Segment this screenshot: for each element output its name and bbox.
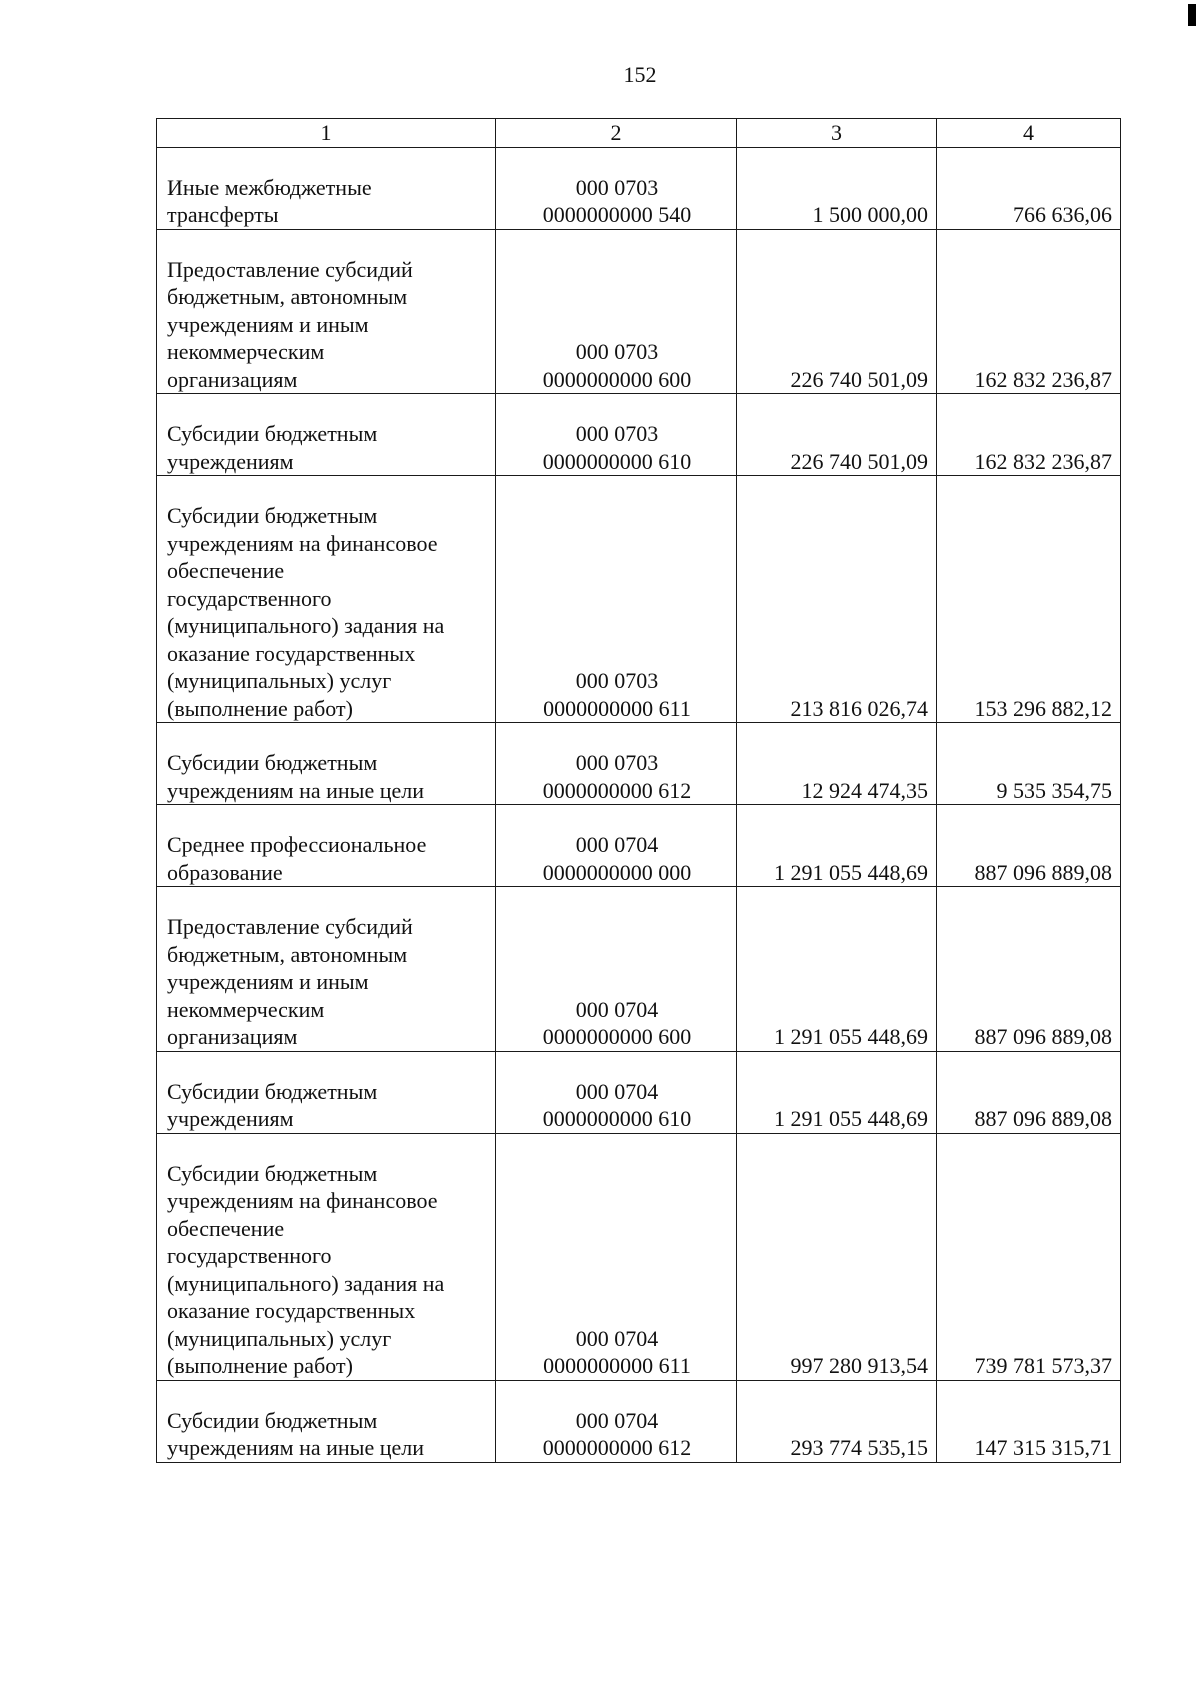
row-code-line: 000 0703 [575,750,659,775]
row-col4-value: 9 535 354,75 [937,723,1121,805]
row-col3-value: 1 500 000,00 [737,147,937,229]
row-col4-value: 153 296 882,12 [937,476,1121,723]
row-name-line: бюджетным, автономным [167,941,408,967]
row-name-line: государственного [167,1243,332,1268]
row-col3-value: 12 924 474,35 [737,723,937,805]
row-name-line: Субсидии бюджетным [167,1078,378,1104]
row-name-line: некоммерческим [167,996,325,1022]
row-name-line: организациям [167,366,298,392]
row-code-line: 000 0703 [575,339,659,364]
row-col3-value: 997 280 913,54 [737,1133,937,1380]
header-cell-3: 3 [737,119,937,148]
row-name-line: обеспечение [167,1215,285,1241]
row-code-line: 0000000000 600 [542,1024,692,1049]
row-code-line: 000 0703 [575,668,659,693]
row-name-line: Субсидии бюджетным [167,421,378,446]
table-row [157,1133,1121,1380]
page-number: 152 [623,62,657,87]
row-code-line: 000 0704 [575,996,659,1022]
row-col4-value: 887 096 889,08 [937,805,1121,887]
scan-edge-mark [1188,4,1196,26]
row-col3-value: 213 816 026,74 [737,476,937,723]
row-code-line: 0000000000 610 [542,448,692,474]
table-row [157,805,1121,887]
row-name-line: учреждениям и иным [167,969,369,994]
row-name-cell [157,1380,496,1462]
row-code-line: 0000000000 612 [542,1435,692,1460]
row-code-cell [496,229,737,394]
row-code-cell [496,1380,737,1462]
table-row [157,147,1121,229]
row-name-line: образование [167,859,283,885]
row-col4-value: 739 781 573,37 [937,1133,1121,1380]
row-code-line: 0000000000 611 [543,695,691,721]
table-row [157,476,1121,723]
table-row [157,1380,1121,1462]
table-row [157,1051,1121,1133]
row-name-line: учреждениям на иные цели [167,777,424,803]
row-col4-value: 887 096 889,08 [937,1051,1121,1133]
row-col3-value: 226 740 501,09 [737,229,937,394]
row-code-line: 000 0704 [575,1078,659,1104]
row-col3-value: 226 740 501,09 [737,394,937,476]
row-name-line: Субсидии бюджетным [167,750,378,775]
row-name-line: Субсидии бюджетным [167,1160,378,1186]
row-name-cell [157,394,496,476]
row-name-line: Субсидии бюджетным [167,1407,378,1433]
row-code-line: 000 0704 [575,1325,659,1351]
budget-table [156,118,1121,1463]
row-col3-value: 1 291 055 448,69 [737,1051,937,1133]
row-col3-value: 1 291 055 448,69 [737,887,937,1052]
row-code-line: 000 0704 [575,1407,659,1433]
row-name-line: Предоставление субсидий [167,914,413,939]
row-name-cell [157,887,496,1052]
row-name-line: Субсидии бюджетным [167,503,378,528]
row-code-line: 000 0704 [575,832,659,857]
row-name-cell [157,805,496,887]
header-cell-2: 2 [496,119,737,148]
row-code-line: 0000000000 610 [542,1106,692,1131]
row-code-cell [496,147,737,229]
row-name-line: (выполнение работ) [167,695,353,721]
row-name-cell [157,1133,496,1380]
header-cell-1: 1 [157,119,496,148]
row-name-cell [157,1051,496,1133]
header-cell-4: 4 [937,119,1121,148]
row-name-line: учреждениям и иным [167,311,369,337]
row-code-line: 000 0703 [575,421,659,446]
row-name-line: оказание государственных [167,1298,416,1323]
row-name-line: трансферты [167,202,279,227]
row-code-line: 0000000000 612 [542,777,692,803]
row-code-line: 0000000000 540 [542,202,692,227]
row-name-line: (муниципальных) услуг [167,668,392,693]
row-code-cell [496,805,737,887]
row-name-line: учреждениям на финансовое [167,530,438,556]
row-code-line: 0000000000 000 [542,859,692,885]
row-name-line: оказание государственных [167,640,416,666]
table-row [157,723,1121,805]
row-name-line: учреждениям [167,1106,294,1131]
row-name-cell [157,229,496,394]
row-name-line: Среднее профессиональное [167,832,427,857]
row-name-line: бюджетным, автономным [167,284,408,309]
row-code-cell [496,476,737,723]
row-name-line: Иные межбюджетные [167,174,372,200]
row-name-cell [157,476,496,723]
row-name-cell [157,723,496,805]
row-name-line: учреждениям [167,448,294,474]
table-header-row [157,119,1121,148]
row-name-line: учреждениям на финансовое [167,1188,438,1213]
row-code-line: 0000000000 600 [542,366,692,392]
row-code-cell [496,1051,737,1133]
row-name-line: государственного [167,585,332,611]
row-code-line: 000 0703 [575,174,659,200]
row-code-line: 0000000000 611 [543,1353,691,1378]
row-name-line: организациям [167,1024,298,1049]
row-name-line: учреждениям на иные цели [167,1435,424,1460]
row-name-line: обеспечение [167,558,285,583]
row-code-cell [496,394,737,476]
row-name-line: Предоставление субсидий [167,256,413,282]
row-name-line: (муниципального) задания на [167,613,445,638]
row-col4-value: 147 315 315,71 [937,1380,1121,1462]
row-name-line: некоммерческим [167,339,325,364]
row-name-cell [157,147,496,229]
row-col4-value: 162 832 236,87 [937,394,1121,476]
row-name-line: (муниципальных) услуг [167,1325,392,1351]
table-row [157,394,1121,476]
row-code-cell [496,723,737,805]
table-row [157,887,1121,1052]
row-col3-value: 1 291 055 448,69 [737,805,937,887]
row-col4-value: 887 096 889,08 [937,887,1121,1052]
row-name-line: (выполнение работ) [167,1353,353,1378]
row-code-cell [496,1133,737,1380]
table-row [157,229,1121,394]
row-col4-value: 162 832 236,87 [937,229,1121,394]
row-col4-value: 766 636,06 [937,147,1121,229]
row-col3-value: 293 774 535,15 [737,1380,937,1462]
row-code-cell [496,887,737,1052]
row-name-line: (муниципального) задания на [167,1270,445,1296]
